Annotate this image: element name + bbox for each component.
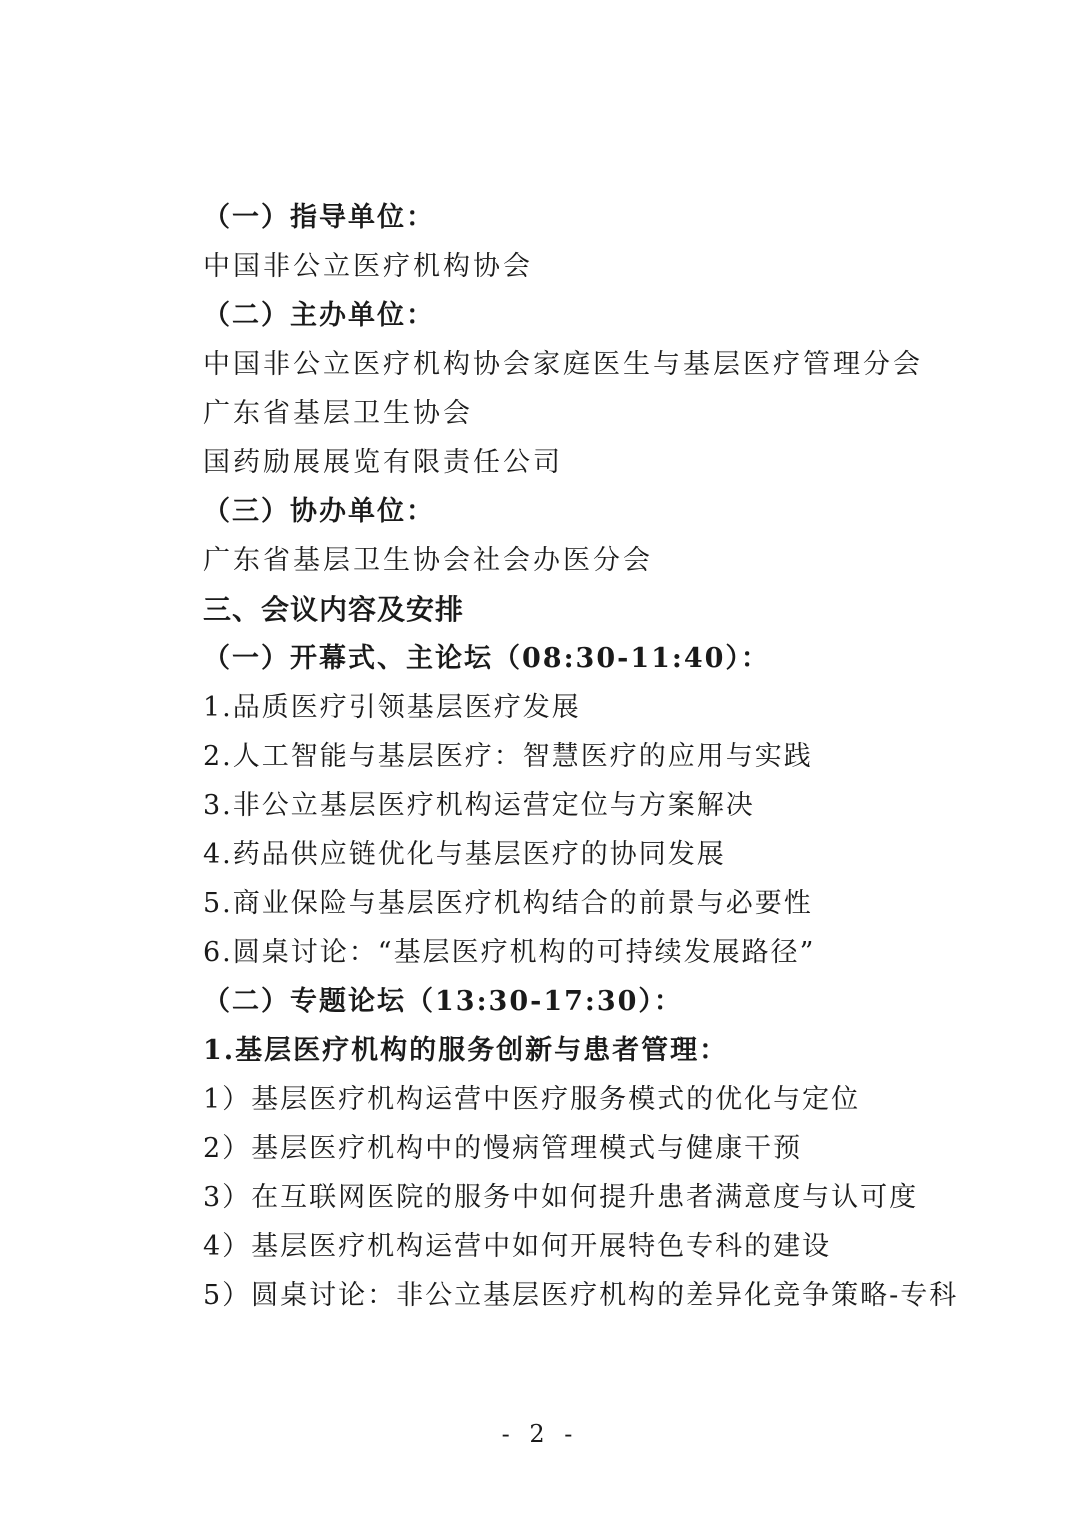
main-forum-item-3: 3.非公立基层医疗机构运营定位与方案解决 <box>203 790 755 821</box>
page-number: - 2 - <box>501 1420 579 1448</box>
special-forum-heading: （二）专题论坛（13:30-17:30）： <box>203 986 683 1017</box>
main-forum-item-4: 4.药品供应链优化与基层医疗的协同发展 <box>203 839 726 870</box>
main-forum-item-5: 5.商业保险与基层医疗机构结合的前景与必要性 <box>203 888 813 919</box>
special-forum-subitem-5: 5）圆桌讨论：非公立基层医疗机构的差异化竞争策略-专科 <box>203 1280 959 1311</box>
main-forum-item-1: 1.品质医疗引领基层医疗发展 <box>203 692 581 723</box>
opening-forum-heading: （一）开幕式、主论坛（08:30-11:40）： <box>203 643 770 674</box>
section-host-unit-heading: （二）主办单位： <box>203 300 435 331</box>
special-forum-topic-1: 1.基层医疗机构的服务创新与患者管理： <box>203 1035 729 1066</box>
main-forum-item-2: 2.人工智能与基层医疗：智慧医疗的应用与实践 <box>203 741 813 772</box>
special-forum-subitem-2: 2）基层医疗机构中的慢病管理模式与健康干预 <box>203 1133 803 1164</box>
special-forum-subitem-1: 1）基层医疗机构运营中医疗服务模式的优化与定位 <box>203 1084 861 1115</box>
section-co-host-unit-heading: （三）协办单位： <box>203 496 435 527</box>
guiding-unit-name: 中国非公立医疗机构协会 <box>203 251 533 282</box>
special-forum-subitem-4: 4）基层医疗机构运营中如何开展特色专科的建设 <box>203 1231 832 1262</box>
host-unit-name-3: 国药励展展览有限责任公司 <box>203 447 563 478</box>
section-meeting-content-heading: 三、会议内容及安排 <box>203 593 465 626</box>
main-forum-item-6: 6.圆桌讨论：“基层医疗机构的可持续发展路径” <box>203 937 816 968</box>
special-forum-subitem-3: 3）在互联网医院的服务中如何提升患者满意度与认可度 <box>203 1182 919 1213</box>
co-host-unit-name: 广东省基层卫生协会社会办医分会 <box>203 545 653 576</box>
section-guiding-unit-heading: （一）指导单位： <box>203 202 435 233</box>
host-unit-name-1: 中国非公立医疗机构协会家庭医生与基层医疗管理分会 <box>203 349 923 380</box>
host-unit-name-2: 广东省基层卫生协会 <box>203 398 473 429</box>
